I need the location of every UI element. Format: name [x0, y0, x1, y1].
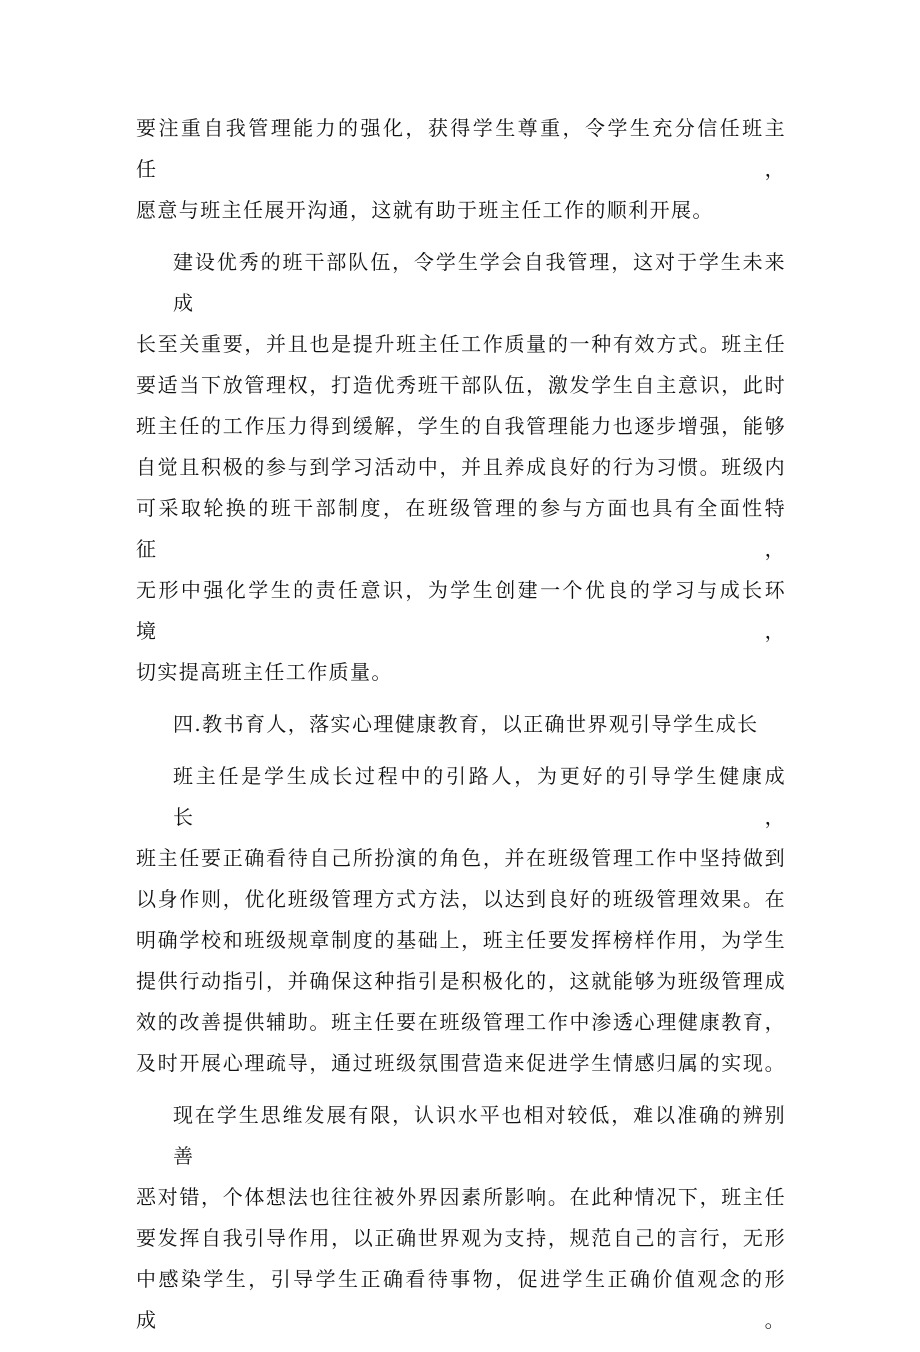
text-line: 愿意与班主任展开沟通，这就有助于班主任工作的顺利开展。	[136, 198, 714, 222]
text-line: 恶对错，个体想法也往往被外界因素所影响。在此种情况下，班主任	[136, 1185, 786, 1209]
text-line: 中感染学生，引导学生正确看待事物，促进学生正确价值观念的形成。	[136, 1267, 786, 1332]
text-line: 长至关重要，并且也是提升班主任工作质量的一种有效方式。班主任	[136, 332, 786, 356]
text-line: 要发挥自我引导作用，以正确世界观为支持，规范自己的言行，无形	[136, 1226, 786, 1250]
section-heading	[136, 704, 786, 745]
text-line: 现在学生思维发展有限，认识水平也相对较低，难以准确的辨别善	[173, 1103, 786, 1168]
text-line: 以身作则，优化班级管理方式方法，以达到良好的班级管理效果。在	[136, 887, 786, 911]
text-line: 明确学校和班级规章制度的基础上，班主任要发挥榜样作用，为学生	[136, 928, 786, 952]
paragraph-worldview	[136, 1095, 786, 1341]
paragraph-class-cadres	[136, 242, 786, 693]
text-line: 提供行动指引，并确保这种指引是积极化的，这就能够为班级管理成	[136, 969, 786, 993]
text-line: 班主任是学生成长过程中的引路人，为更好的引导学生健康成长，	[173, 764, 786, 829]
text-line: 要注重自我管理能力的强化，获得学生尊重，令学生充分信任班主任，	[136, 116, 786, 181]
text-line: 无形中强化学生的责任意识，为学生创建一个优良的学习与成长环境，	[136, 578, 786, 643]
paragraph-role-model	[136, 756, 786, 1084]
text-line: 及时开展心理疏导，通过班级氛围营造来促进学生情感归属的实现。	[136, 1051, 786, 1075]
paragraph-continuation	[136, 108, 786, 231]
text-line: 班主任的工作压力得到缓解，学生的自我管理能力也逐步增强，能够	[136, 414, 786, 438]
document-body	[136, 108, 786, 1352]
text-line: 要适当下放管理权，打造优秀班干部队伍，激发学生自主意识，此时	[136, 373, 786, 397]
text-line: 自觉且积极的参与到学习活动中，并且养成良好的行为习惯。班级内	[136, 455, 786, 479]
text-line: 班主任要正确看待自己所扮演的角色，并在班级管理工作中坚持做到	[136, 846, 786, 870]
text-line: 可采取轮换的班干部制度，在班级管理的参与方面也具有全面性特征，	[136, 496, 786, 561]
text-line: 效的改善提供辅助。班主任要在班级管理工作中渗透心理健康教育，	[136, 1010, 786, 1034]
text-line: 切实提高班主任工作质量。	[136, 660, 393, 684]
section-heading-text: 四.教书育人，落实心理健康教育，以正确世界观引导学生成长	[173, 712, 759, 736]
text-line: 建设优秀的班干部队伍，令学生学会自我管理，这对于学生未来成	[173, 250, 786, 315]
